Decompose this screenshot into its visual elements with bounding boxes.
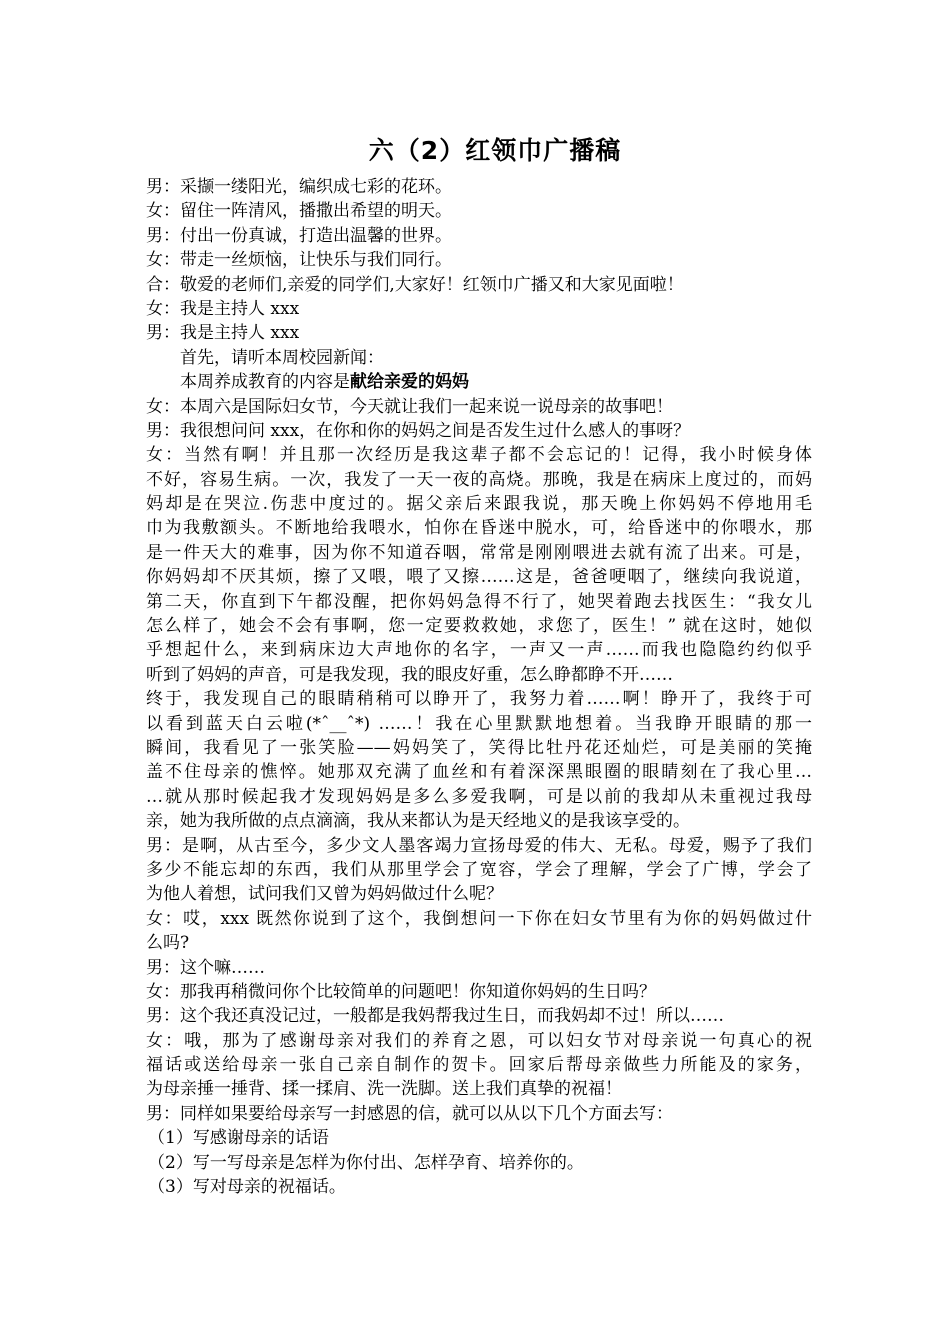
text-line: 亲，她为我所做的点点滴滴，我从来都认为是天经地义的是我该享受的。 xyxy=(146,811,690,832)
text-line: 盖不住母亲的憔悴。她那双充满了血丝和有着深深黑眼圈的眼睛刻在了我心里… xyxy=(146,762,812,783)
text-line: 女：那我再稍微问你个比较简单的问题吧！你知道你妈妈的生日吗？ xyxy=(146,981,656,1002)
text-line: 以看到蓝天白云啦(*ˆ__ˆ*) ……！我在心里默默地想着。当我睁开眼睛的那一 xyxy=(146,713,812,734)
text-line: 女：带走一丝烦恼，让快乐与我们同行。 xyxy=(146,250,452,271)
text-line: 第二天，你直到下午都没醒，把你妈妈急得不行了，她哭着跑去找医生：“我女儿 xyxy=(146,591,812,612)
text-line: 首先，请听本周校园新闻： xyxy=(180,347,384,368)
text-line: 男：是啊，从古至今，多少文人墨客竭力宣扬母爱的伟大、无私。母爱，赐予了我们 xyxy=(146,835,812,856)
text-line: 女：当然有啊！并且那一次经历是我这辈子都不会忘记的！记得，我小时候身体 xyxy=(146,445,812,466)
text-line: 女：我是主持人 xxx xyxy=(146,298,300,319)
text-line: 女：留住一阵清风，播撒出希望的明天。 xyxy=(146,201,452,222)
document-title: 六（2）红领巾广播稿 xyxy=(368,136,622,165)
text-line: 女：哎，xxx 既然你说到了这个，我倒想问一下你在妇女节里有为你的妈妈做过什 xyxy=(146,908,812,929)
text-line: 多少不能忘却的东西，我们从那里学会了宽容，学会了理解，学会了广博，学会了 xyxy=(146,859,812,880)
text-line: 终于，我发现自己的眼睛稍稍可以睁开了，我努力着……啊！睁开了，我终于可 xyxy=(146,689,812,710)
text-line: 女：哦，那为了感谢母亲对我们的养育之恩，可以妇女节对母亲说一句真心的祝 xyxy=(146,1030,812,1051)
text-line: 是一件天大的难事，因为你不知道吞咽，常常是刚刚喂进去就有流了出来。可是， xyxy=(146,542,812,563)
text-line: 男：采撷一缕阳光，编织成七彩的花环。 xyxy=(146,177,452,197)
text-line: 瞬间，我看见了一张笑脸——妈妈笑了，笑得比牡丹花还灿烂，可是美丽的笑掩 xyxy=(146,737,812,758)
text-line: 不好，容易生病。一次，我发了一天一夜的高烧。那晚，我是在病床上度过的，而妈 xyxy=(146,469,812,490)
text-line: 男：同样如果要给母亲写一封感恩的信，就可以从以下几个方面去写： xyxy=(146,1103,673,1124)
list-item: （2）写一写母亲是怎样为你付出、怎样孕育、培养你的。 xyxy=(148,1152,584,1173)
text-line: 女：本周六是国际妇女节，今天就让我们一起来说一说母亲的故事吧！ xyxy=(146,396,673,417)
text-line: 男：我是主持人 xxx xyxy=(146,323,300,344)
emphasis-text: 献给亲爱的妈妈 xyxy=(350,372,469,393)
text-line: …就从那时候起我才发现妈妈是多么多爱我啊，可是以前的我却从未重视过我母 xyxy=(146,786,812,807)
text-line: 为母亲捶一捶背、揉一揉肩、洗一洗脚。送上我们真挚的祝福！ xyxy=(146,1079,622,1100)
text-line: 听到了妈妈的声音，可是我发现，我的眼皮好重，怎么睁都睁不开…… xyxy=(146,664,673,685)
text-line-with-emphasis xyxy=(146,370,812,394)
text-line: 男：这个嘛…… xyxy=(146,957,265,978)
list-item: （1）写感谢母亲的话语 xyxy=(148,1128,329,1149)
text-line: 福话或送给母亲一张自己亲自制作的贺卡。回家后帮母亲做些力所能及的家务， xyxy=(146,1055,812,1076)
document-body xyxy=(146,175,812,1199)
text-line: 你妈妈却不厌其烦，擦了又喂，喂了又擦……这是，爸爸哽咽了，继续向我说道， xyxy=(146,567,812,588)
text-line-prefix: 本周养成教育的内容是 xyxy=(180,372,350,393)
text-line: 为他人着想，试问我们又曾为妈妈做过什么呢？ xyxy=(146,884,503,905)
text-line: 合：敬爱的老师们,亲爱的同学们,大家好！红领巾广播又和大家见面啦！ xyxy=(146,274,684,295)
list-item: （3）写对母亲的祝福话。 xyxy=(148,1177,346,1198)
text-line: 么吗? xyxy=(146,933,190,954)
text-line: 怎么样了，她会不会有事啊，您一定要救救她，求您了，医生！” 就在这时，她似 xyxy=(146,616,812,637)
text-line: 巾为我敷额头。不断地给我喂水，怕你在昏迷中脱水，可，给昏迷中的你喂水，那 xyxy=(146,518,812,539)
text-line: 男：付出一份真诚，打造出温馨的世界。 xyxy=(146,225,452,246)
text-line: 妈却是在哭泣.伤悲中度过的。据父亲后来跟我说，那天晚上你妈妈不停地用毛 xyxy=(146,494,812,515)
text-line: 男：这个我还真没记过，一般都是我妈帮我过生日，而我妈却不过！所以…… xyxy=(146,1006,724,1027)
text-line: 男：我很想问问 xxx，在你和你的妈妈之间是否发生过什么感人的事呀？ xyxy=(146,420,691,441)
text-line: 乎想起什么，来到病床边大声地你的名字，一声又一声……而我也隐隐约约似乎 xyxy=(146,640,812,661)
